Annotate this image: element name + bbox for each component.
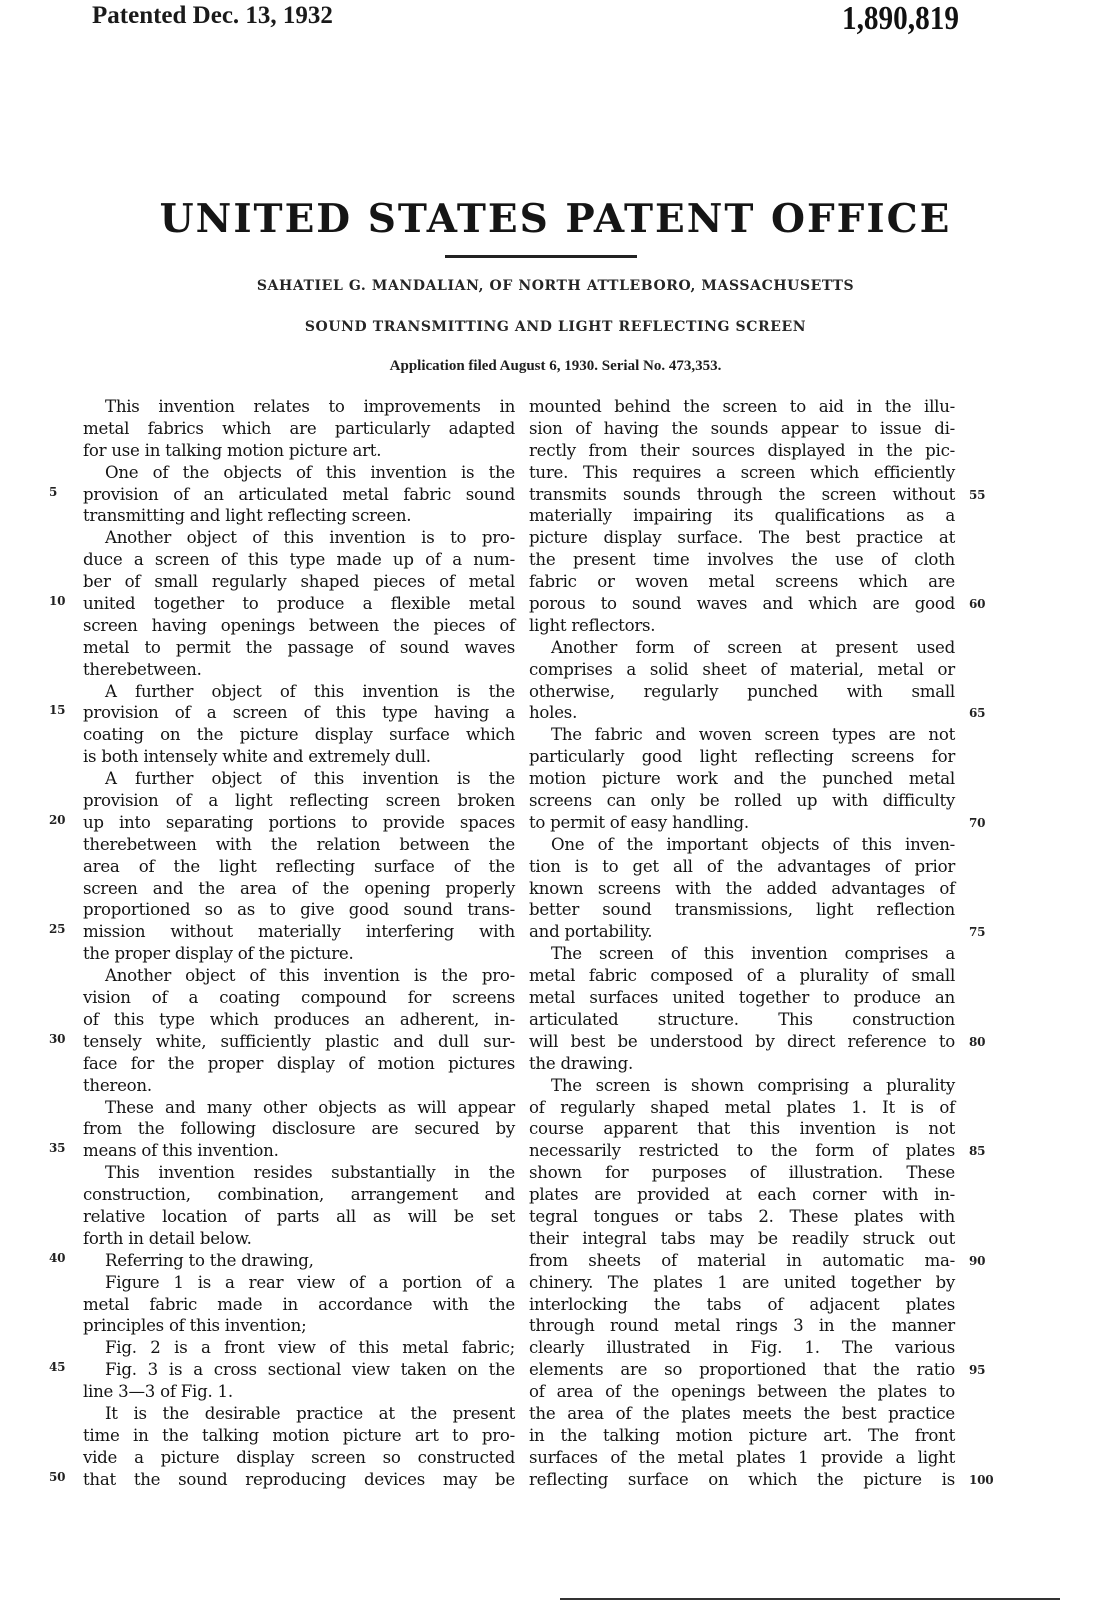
margin-line-number: 65 <box>969 706 986 721</box>
text-line <box>529 724 955 746</box>
patent-number: 1,890,819 <box>842 0 959 37</box>
text-line-content: metal surfaces united together to produce an <box>529 988 955 1008</box>
text-line <box>49 702 515 724</box>
text-line-content: up into separating portions to provide spaces <box>83 812 515 832</box>
text-line <box>83 987 515 1009</box>
text-line <box>83 834 515 856</box>
text-line-content: Another form of screen at present used <box>551 637 955 657</box>
text-line-content: metal fabric composed of a plurality of small <box>529 966 955 986</box>
text-line-content: materially impairing its qualifications as a <box>529 506 955 526</box>
margin-line-number: 90 <box>969 1253 986 1268</box>
text-line <box>529 1228 955 1250</box>
text-line <box>529 505 955 527</box>
text-line-content: This invention relates to improvements in <box>105 397 515 416</box>
text-line-content: the proper display of the picture. <box>83 944 354 964</box>
text-line <box>49 812 515 834</box>
text-line-content: sion of having the sounds appear to issue di- <box>529 418 955 438</box>
right-text-column <box>529 396 994 1491</box>
text-line <box>83 790 515 812</box>
text-line <box>529 593 986 615</box>
text-line <box>529 1294 955 1316</box>
text-line <box>49 484 515 506</box>
text-line-content: vide a picture display screen so constructed <box>83 1447 515 1467</box>
text-line <box>529 1053 955 1075</box>
text-line <box>83 1097 515 1119</box>
text-line <box>529 702 986 724</box>
text-line <box>529 659 955 681</box>
text-line-content: of this type which produces an adherent, in- <box>83 1009 515 1029</box>
text-line-content: the drawing. <box>529 1053 633 1073</box>
text-line <box>49 921 515 943</box>
text-line-content: coating on the picture display surface which <box>83 725 515 745</box>
text-line <box>83 1228 515 1250</box>
text-line <box>529 856 955 878</box>
text-line-content: interlocking the tabs of adjacent plates <box>529 1294 955 1314</box>
text-line <box>83 965 515 987</box>
text-line <box>529 527 955 549</box>
margin-line-number: 60 <box>969 597 986 612</box>
text-line-content: vision of a coating compound for screens <box>83 988 515 1008</box>
margin-line-number: 85 <box>969 1144 986 1159</box>
text-line <box>83 856 515 878</box>
margin-line-number: 55 <box>969 487 986 502</box>
text-line <box>83 681 515 703</box>
text-line-content: their integral tabs may be readily struck out <box>529 1228 955 1248</box>
text-line <box>529 1315 955 1337</box>
text-line <box>529 1337 955 1359</box>
text-line-content: united together to produce a flexible metal <box>83 594 515 614</box>
text-line <box>83 1381 515 1403</box>
text-line <box>83 659 515 681</box>
text-line-content: ber of small regularly shaped pieces of metal <box>83 572 515 592</box>
text-line-content: provision of a screen of this type having a <box>83 703 515 723</box>
text-line-content: tegral tongues or tabs 2. These plates with <box>529 1206 955 1226</box>
text-line-content: to permit of easy handling. <box>529 812 749 832</box>
text-line-content: metal fabrics which are particularly adapted <box>83 418 515 438</box>
text-line-content: necessarily restricted to the form of plates <box>529 1141 955 1161</box>
text-line-content: will best be understood by direct reference to <box>529 1031 955 1051</box>
text-line-content: surfaces of the metal plates 1 provide a light <box>529 1447 955 1467</box>
margin-line-number: 15 <box>49 703 66 718</box>
text-line <box>529 681 955 703</box>
text-line-content: fabric or woven metal screens which are <box>529 572 955 592</box>
text-line-content: particularly good light reflecting screens for <box>529 747 955 767</box>
text-line-content: Another object of this invention is to pro- <box>105 528 515 548</box>
text-line-content: porous to sound waves and which are good <box>529 594 955 614</box>
text-line <box>529 1075 955 1097</box>
text-line <box>49 1031 515 1053</box>
text-line <box>83 1272 515 1294</box>
text-line-content: The screen is shown comprising a plurality <box>551 1075 955 1095</box>
text-line <box>83 1403 515 1425</box>
text-line <box>83 1294 515 1316</box>
text-line-content: mission without materially interfering with <box>83 922 515 942</box>
text-line-content: articulated structure. This construction <box>529 1009 955 1029</box>
text-line <box>529 1403 955 1425</box>
margin-line-number: 50 <box>49 1469 66 1484</box>
left-text-column <box>49 396 515 1491</box>
text-line <box>83 1009 515 1031</box>
text-line <box>529 462 955 484</box>
text-line-content: transmitting and light reflecting screen. <box>83 506 412 526</box>
text-line <box>529 878 955 900</box>
text-line-content: thereon. <box>83 1075 152 1095</box>
text-line-content: principles of this invention; <box>83 1316 307 1336</box>
text-line-content: Fig. 2 is a front view of this metal fabric; <box>105 1338 515 1358</box>
text-line <box>49 593 515 615</box>
text-line-content: area of the light reflecting surface of the <box>83 856 515 876</box>
text-line-content: of area of the openings between the plates to <box>529 1382 955 1402</box>
text-line-content: A further object of this invention is the <box>105 769 515 789</box>
text-line-content: Another object of this invention is the pro- <box>105 966 515 986</box>
text-line-content: construction, combination, arrangement and <box>83 1185 515 1205</box>
text-line <box>83 440 515 462</box>
margin-line-number: 35 <box>49 1141 66 1156</box>
text-line-content: provision of an articulated metal fabric sound <box>83 484 515 504</box>
text-line <box>529 1009 955 1031</box>
text-line <box>83 1425 515 1447</box>
text-line <box>529 549 955 571</box>
text-line-content: tion is to get all of the advantages of prior <box>529 856 955 876</box>
text-line <box>49 1469 515 1491</box>
text-line-content: metal to permit the passage of sound waves <box>83 637 515 657</box>
text-line-content: known screens with the added advantages of <box>529 878 955 898</box>
text-line <box>529 637 955 659</box>
inventor-line: SAHATIEL G. MANDALIAN, OF NORTH ATTLEBORO, MASSACHUSETTS <box>256 278 855 294</box>
text-line-content: picture display surface. The best practice at <box>529 528 955 548</box>
text-line-content: line 3—3 of Fig. 1. <box>83 1382 233 1402</box>
text-line <box>529 396 955 418</box>
text-line <box>49 1359 515 1381</box>
text-line-content: The screen of this invention comprises a <box>551 944 955 964</box>
text-line-content: provision of a light reflecting screen broken <box>83 791 515 811</box>
text-line <box>529 1097 955 1119</box>
text-line <box>529 1447 955 1469</box>
text-line <box>529 418 955 440</box>
text-line-content: duce a screen of this type made up of a num- <box>83 550 515 570</box>
text-line <box>529 571 955 593</box>
margin-line-number: 20 <box>49 812 66 827</box>
text-line-content: One of the important objects of this inven- <box>551 834 955 854</box>
text-line <box>529 1425 955 1447</box>
text-line <box>529 1118 955 1140</box>
text-line-content: Figure 1 is a rear view of a portion of a <box>105 1272 515 1292</box>
title-divider <box>445 255 637 258</box>
text-line-content: shown for purposes of illustration. These <box>529 1163 955 1183</box>
text-line <box>529 1140 986 1162</box>
text-line <box>529 484 986 506</box>
text-line <box>83 1315 515 1337</box>
text-line <box>83 418 515 440</box>
text-line-content: screen and the area of the opening properly <box>83 878 515 898</box>
text-line-content: face for the proper display of motion pictures <box>83 1053 515 1073</box>
text-line-content: Fig. 3 is a cross sectional view taken on the <box>105 1360 515 1380</box>
margin-line-number: 100 <box>969 1472 994 1487</box>
text-line-content: course apparent that this invention is not <box>529 1119 955 1139</box>
text-line <box>83 1447 515 1469</box>
margin-line-number: 45 <box>49 1360 66 1375</box>
text-line <box>529 1031 986 1053</box>
text-line <box>83 768 515 790</box>
text-line <box>83 1337 515 1359</box>
text-line <box>83 549 515 571</box>
text-line <box>83 637 515 659</box>
text-line <box>83 1118 515 1140</box>
invention-title: SOUND TRANSMITTING AND LIGHT REFLECTING SCREEN <box>304 319 807 335</box>
text-line <box>529 440 955 462</box>
margin-line-number: 25 <box>49 922 66 937</box>
text-line <box>83 571 515 593</box>
text-line-content: clearly illustrated in Fig. 1. The various <box>529 1338 955 1358</box>
text-line <box>529 943 955 965</box>
text-line <box>529 1184 955 1206</box>
text-line <box>529 1272 955 1294</box>
text-line <box>529 1359 986 1381</box>
text-line <box>83 1184 515 1206</box>
text-line-content: and portability. <box>529 922 653 942</box>
office-title: UNITED STATES PATENT OFFICE <box>159 196 952 242</box>
margin-line-number: 70 <box>969 815 986 830</box>
text-line-content: rectly from their sources displayed in the pic- <box>529 440 955 460</box>
text-line-content: A further object of this invention is the <box>105 681 515 701</box>
text-line-content: is both intensely white and extremely dull. <box>83 747 431 767</box>
text-line-content: screen having openings between the pieces of <box>83 615 515 635</box>
text-line <box>49 1250 515 1272</box>
text-line <box>529 965 955 987</box>
text-line-content: Referring to the drawing, <box>105 1250 314 1270</box>
text-line-content: reflecting surface on which the picture is <box>529 1469 955 1489</box>
text-line <box>529 899 955 921</box>
text-line <box>83 1162 515 1184</box>
text-line-content: therebetween. <box>83 659 202 679</box>
text-line-content: light reflectors. <box>529 615 656 635</box>
text-line-content: elements are so proportioned that the ratio <box>529 1360 955 1380</box>
margin-line-number: 40 <box>49 1250 66 1265</box>
text-line <box>83 1206 515 1228</box>
text-line-content: The fabric and woven screen types are not <box>551 725 955 745</box>
text-line <box>529 1381 955 1403</box>
text-line <box>83 462 515 484</box>
text-line <box>83 724 515 746</box>
text-line-content: therebetween with the relation between the <box>83 834 515 854</box>
margin-line-number: 30 <box>49 1031 66 1046</box>
text-line <box>83 899 515 921</box>
text-line-content: tensely white, sufficiently plastic and dull sur- <box>83 1031 515 1051</box>
text-line-content: that the sound reproducing devices may be <box>83 1469 515 1489</box>
text-line-content: time in the talking motion picture art to pro- <box>83 1425 515 1445</box>
text-line-content: otherwise, regularly punched with small <box>529 681 955 701</box>
text-line <box>83 878 515 900</box>
text-line-content: through round metal rings 3 in the manner <box>529 1316 955 1336</box>
text-line-content: for use in talking motion picture art. <box>83 440 382 460</box>
text-line-content: proportioned so as to give good sound trans- <box>83 900 515 920</box>
text-line-content: of regularly shaped metal plates 1. It is of <box>529 1097 955 1117</box>
text-line-content: screens can only be rolled up with difficulty <box>529 791 955 811</box>
text-line-content: chinery. The plates 1 are united together by <box>529 1272 955 1292</box>
patent-date: Patented Dec. 13, 1932 <box>92 2 333 29</box>
text-line-content: in the talking motion picture art. The front <box>529 1425 955 1445</box>
text-line-content: the present time involves the use of cloth <box>529 550 955 570</box>
margin-line-number: 80 <box>969 1034 986 1049</box>
text-line <box>529 812 986 834</box>
text-line-content: from sheets of material in automatic ma- <box>529 1250 955 1270</box>
margin-line-number: 5 <box>49 484 58 499</box>
text-line <box>83 943 515 965</box>
text-line-content: plates are provided at each corner with in- <box>529 1185 955 1205</box>
text-line <box>529 790 955 812</box>
text-line-content: from the following disclosure are secured by <box>83 1119 515 1139</box>
margin-line-number: 95 <box>969 1363 986 1378</box>
text-line <box>529 1162 955 1184</box>
text-line <box>529 921 986 943</box>
text-line <box>83 396 515 418</box>
text-line-content: It is the desirable practice at the present <box>105 1403 515 1423</box>
text-line <box>49 1140 515 1162</box>
text-line-content: This invention resides substantially in the <box>105 1163 515 1183</box>
text-line-content: transmits sounds through the screen without <box>529 484 955 504</box>
text-line <box>529 1250 986 1272</box>
text-line <box>529 1469 994 1491</box>
text-line-content: means of this invention. <box>83 1141 279 1161</box>
text-line-content: comprises a solid sheet of material, metal or <box>529 659 955 679</box>
text-line <box>83 615 515 637</box>
text-line-content: the area of the plates meets the best practice <box>529 1403 955 1423</box>
text-line <box>529 987 955 1009</box>
text-line <box>529 768 955 790</box>
text-line-content: mounted behind the screen to aid in the illu- <box>529 397 955 416</box>
text-line-content: holes. <box>529 703 578 723</box>
text-line-content: forth in detail below. <box>83 1228 252 1248</box>
text-line <box>83 1053 515 1075</box>
margin-line-number: 10 <box>49 594 66 609</box>
text-line-content: ture. This requires a screen which efficiently <box>529 462 955 482</box>
text-line-content: relative location of parts all as will be set <box>83 1206 515 1226</box>
text-line <box>83 527 515 549</box>
text-line <box>529 615 955 637</box>
text-line <box>529 1206 955 1228</box>
application-line: Application filed August 6, 1930. Serial No. 473,353. <box>389 358 722 374</box>
text-line-content: metal fabric made in accordance with the <box>83 1294 515 1314</box>
text-line-content: better sound transmissions, light reflection <box>529 900 955 920</box>
text-line <box>83 1075 515 1097</box>
text-line <box>83 505 515 527</box>
text-line <box>529 834 955 856</box>
margin-line-number: 75 <box>969 925 986 940</box>
text-line-content: motion picture work and the punched metal <box>529 769 955 789</box>
text-line <box>529 746 955 768</box>
text-line <box>83 746 515 768</box>
text-line-content: These and many other objects as will appear <box>105 1097 515 1117</box>
text-line-content: One of the objects of this invention is the <box>105 462 515 482</box>
